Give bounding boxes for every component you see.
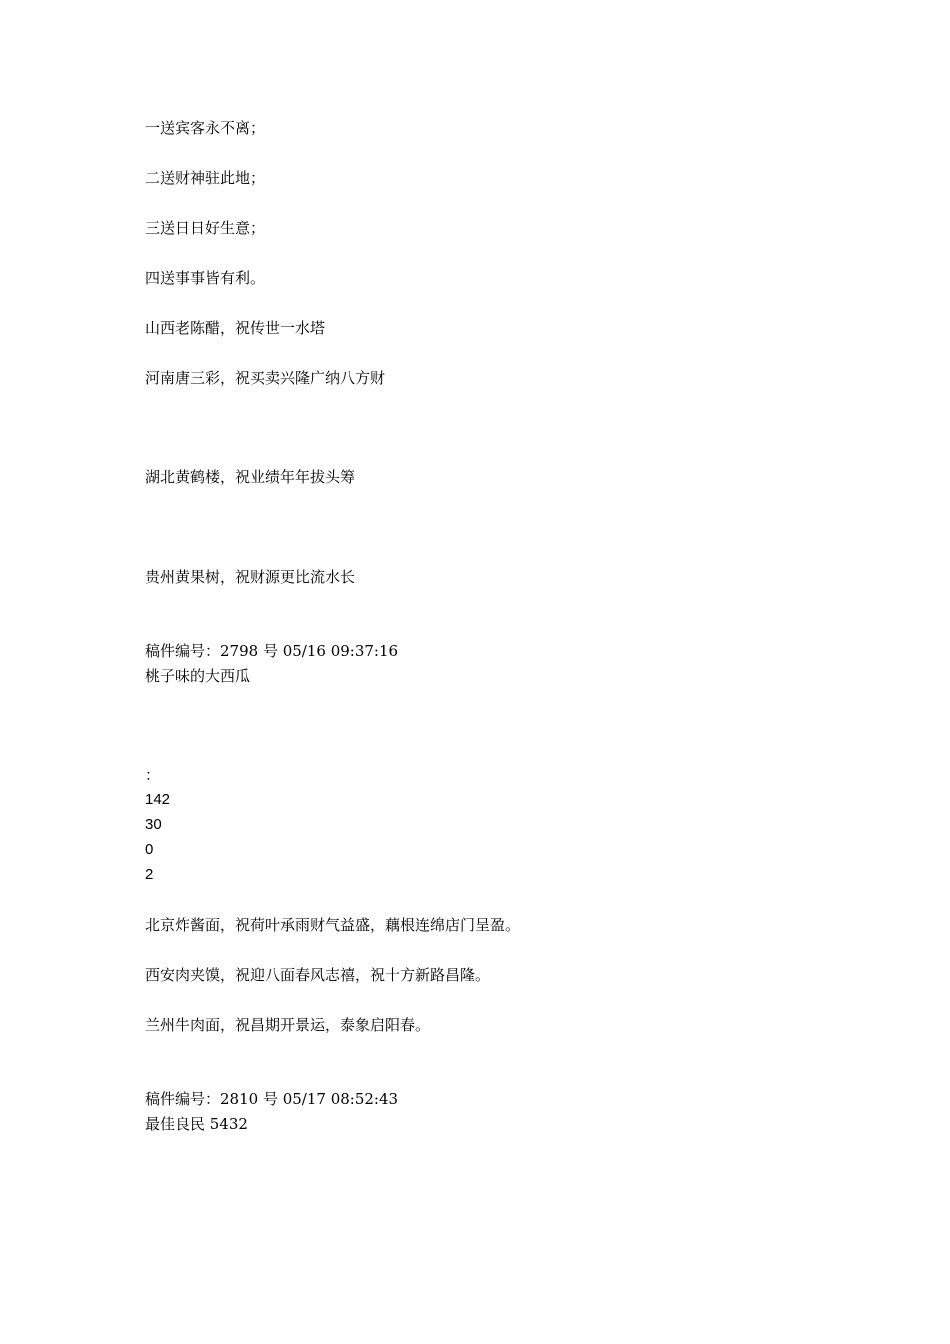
text-line: 山西老陈醋，祝传世一水塔 [145, 319, 326, 337]
text-line: 一送宾客永不离； [145, 119, 266, 137]
text-line: 西安肉夹馍，祝迎八面春风志禧，祝十方新路昌隆。 [145, 966, 491, 984]
stats-colon: ： [145, 767, 161, 784]
stat-value: 142 [145, 791, 171, 808]
text-line: 河南唐三彩，祝买卖兴隆广纳八方财 [145, 369, 386, 387]
text-line: 四送事事皆有利。 [145, 269, 266, 287]
stat-value: 2 [145, 866, 154, 883]
text-line: 兰州牛肉面，祝昌期开景运，泰象启阳春。 [145, 1016, 431, 1034]
text-line: 三送日日好生意； [145, 219, 266, 237]
text-line: 湖北黄鹤楼，祝业绩年年拔头筹 [145, 468, 356, 486]
text-line: 二送财神驻此地； [145, 169, 266, 187]
text-line: 北京炸酱面，祝荷叶承雨财气益盛，藕根连绵店门呈盈。 [145, 916, 521, 934]
post-author: 桃子味的大西瓜 [145, 667, 251, 685]
post-meta: 稿件编号：2810 号 05/17 08:52:43 [145, 1090, 399, 1108]
post-author: 最佳良民 5432 [145, 1115, 248, 1133]
stat-value: 30 [145, 816, 162, 833]
stat-value: 0 [145, 841, 154, 858]
post-meta: 稿件编号：2798 号 05/16 09:37:16 [145, 642, 399, 660]
text-line: 贵州黄果树，祝财源更比流水长 [145, 568, 356, 586]
